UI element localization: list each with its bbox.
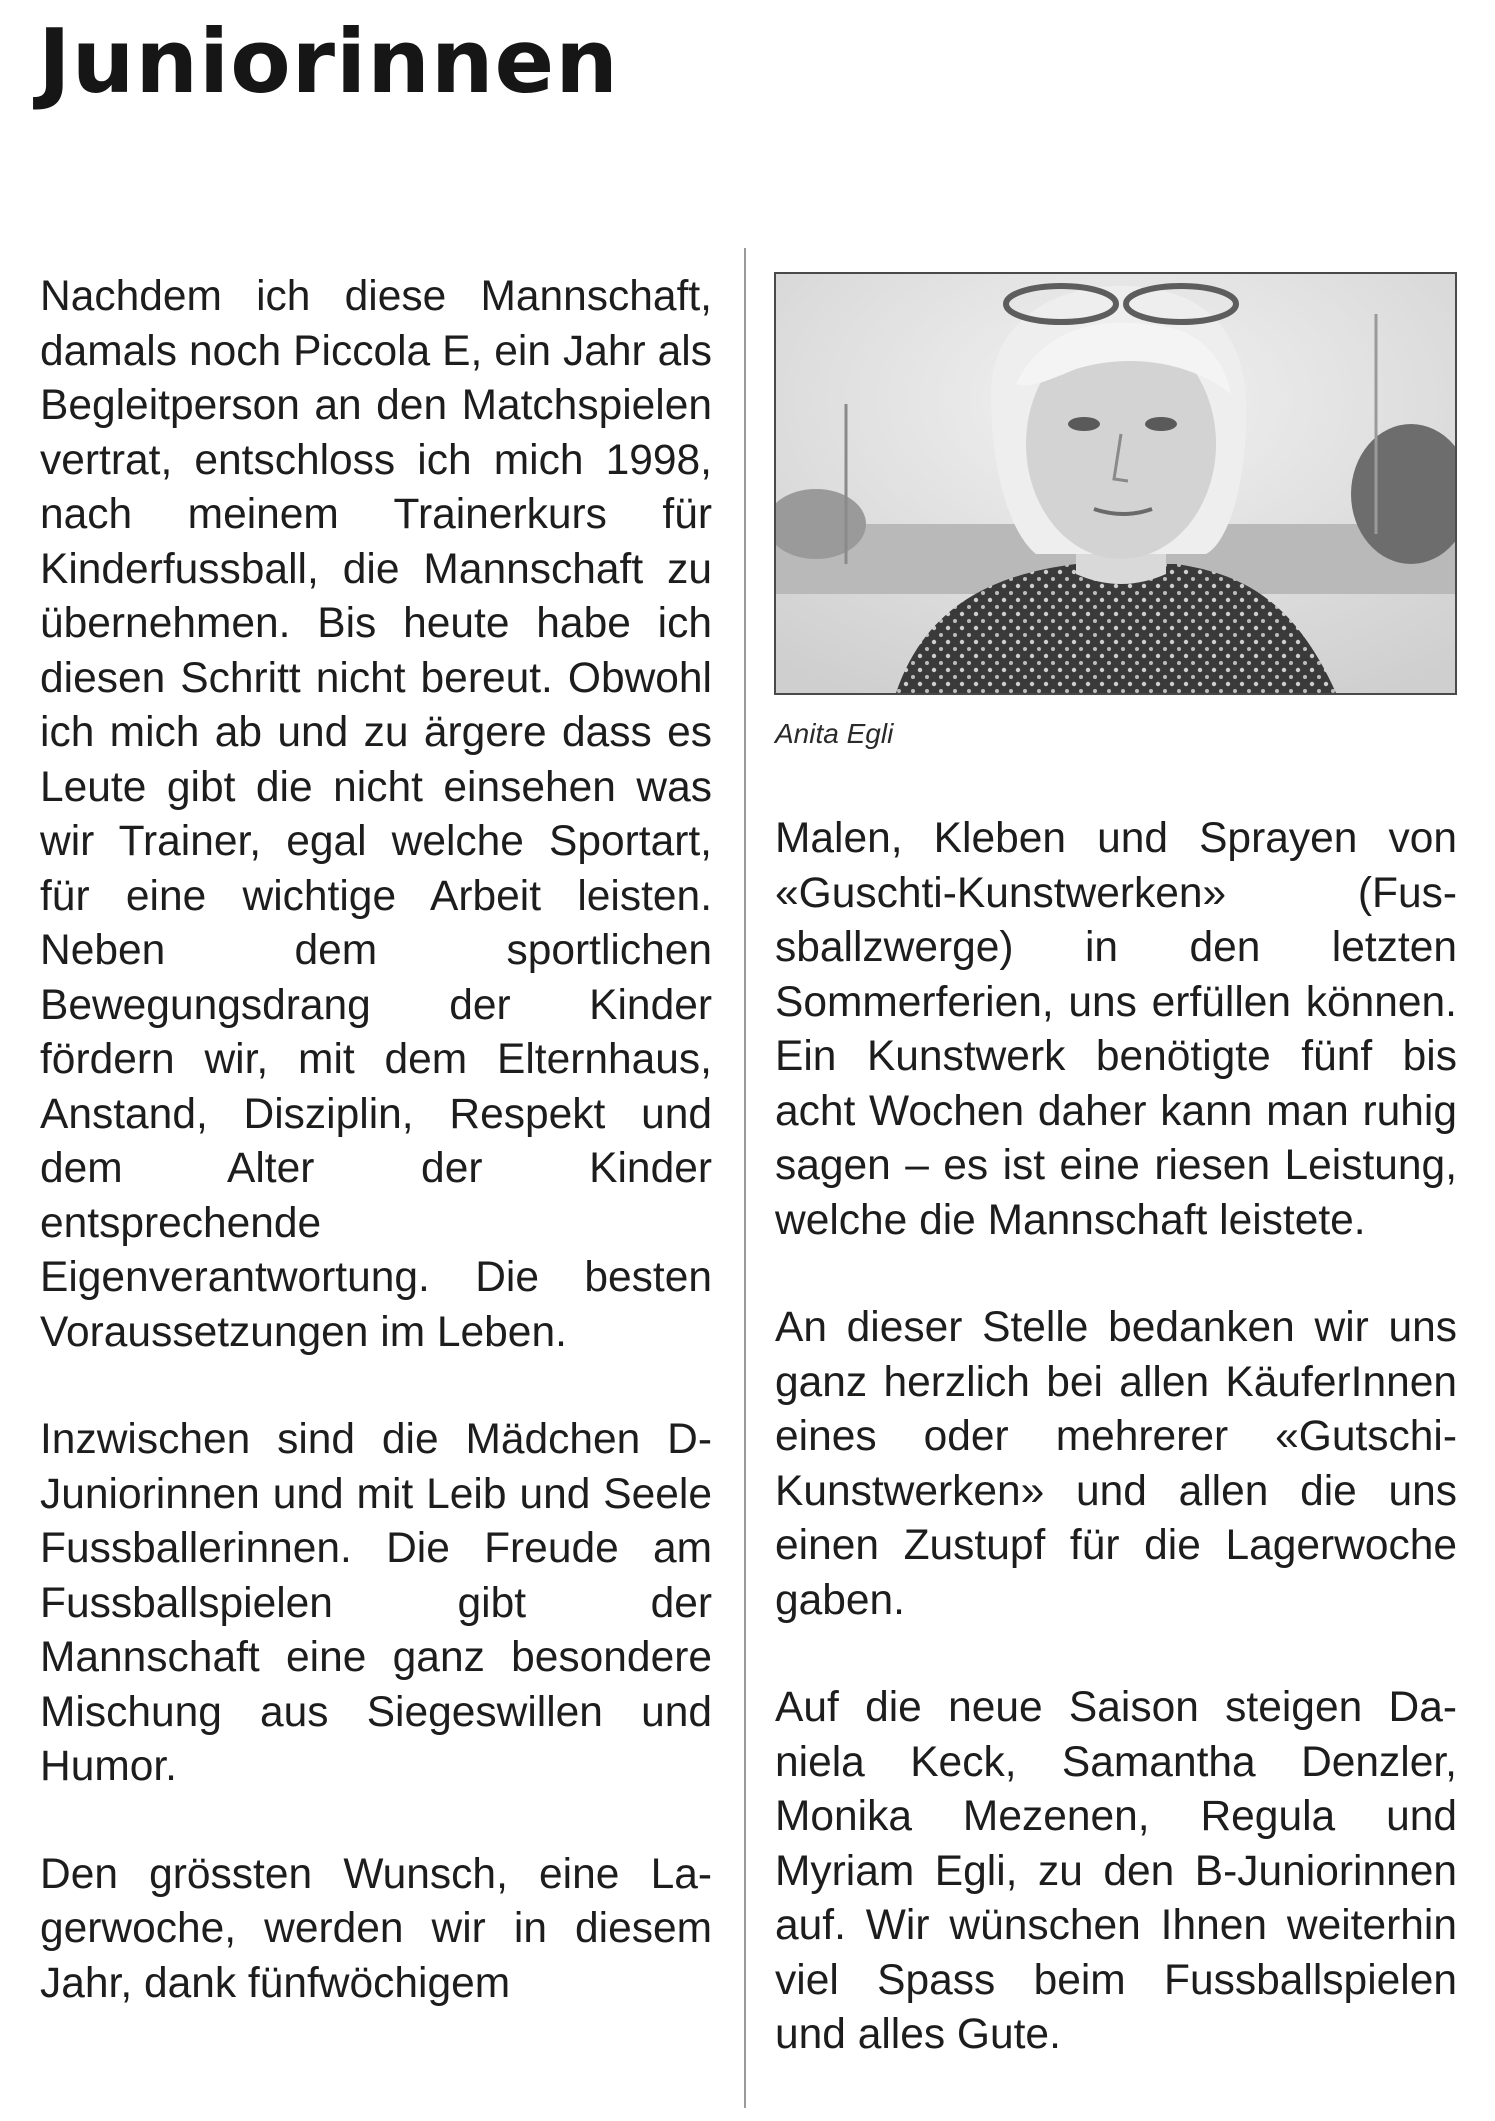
left-column [40, 270, 712, 2011]
photo-caption: Anita Egli [775, 718, 894, 749]
paragraph: An dieser Stelle bedanken wir uns ganz herzlich bei allen KäuferInnen eines oder mehrerer «Gutschi-Kunstwerken» und allen die uns einen Zustupf für die Lagerwoche gaben. [775, 1304, 1457, 1624]
paragraph: Den grössten Wunsch, eine Lagerwoche, werden wir in diesem Jahr, dank fünfwöchigem [40, 1850, 712, 2007]
paragraph: Inzwischen sind die Mädchen D-Juniorinnen und mit Leib und Seele Fussballerinnen. Die Freude am Fussballspielen gibt der Mannschaft eine ganz besondere Mischung aus Siegeswillen und Humor. [40, 1416, 712, 1790]
paragraph: Nachdem ich diese Mannschaft, damals noch Piccola E, ein Jahr als Begleitperson an den Matchspielen vertrat, entschloss ich mich 1998, nach meinem Trainerkurs für Kinderfussball, die Mannschaft zu übernehmen. Bis heute habe ich diesen Schritt nicht bereut. Obwohl ich mich ab und zu ärgere dass es Leute gibt die nicht einsehen was wir Trainer, egal welche Sportart, für eine wichtige Arbeit leisten. Neben dem sportlichen Bewegungsdrang der Kinder fördern wir, mit dem Elternhaus, Anstand, Disziplin, Respekt und dem Alter der Kinder entsprechende Eigenverantwortung. Die besten Voraussetzungen im Leben. [40, 273, 712, 1356]
paragraph: Malen, Kleben und Sprayen von «Guschti-Kunstwerken» (Fussballzwerge) in den letzten Sommerferien, uns erfüllen können. Ein Kunstwerk benötigte fünf bis acht Wochen daher kann man ruhig sagen – es ist eine riesen Leistung, welche die Mannschaft leistete. [775, 815, 1457, 1244]
column-divider [744, 248, 746, 2108]
right-column [775, 812, 1457, 2063]
portrait-photo [774, 272, 1457, 695]
paragraph: Auf die neue Saison steigen Daniela Keck, Samantha Denzler, Monika Mezenen, Regula und Myriam Egli, zu den B-Juniorinnen auf. Wir wünschen Ihnen weiterhin viel Spass beim Fussballspielen und alles Gute. [775, 1684, 1457, 2058]
page-title: Juniorinnen [38, 10, 619, 113]
